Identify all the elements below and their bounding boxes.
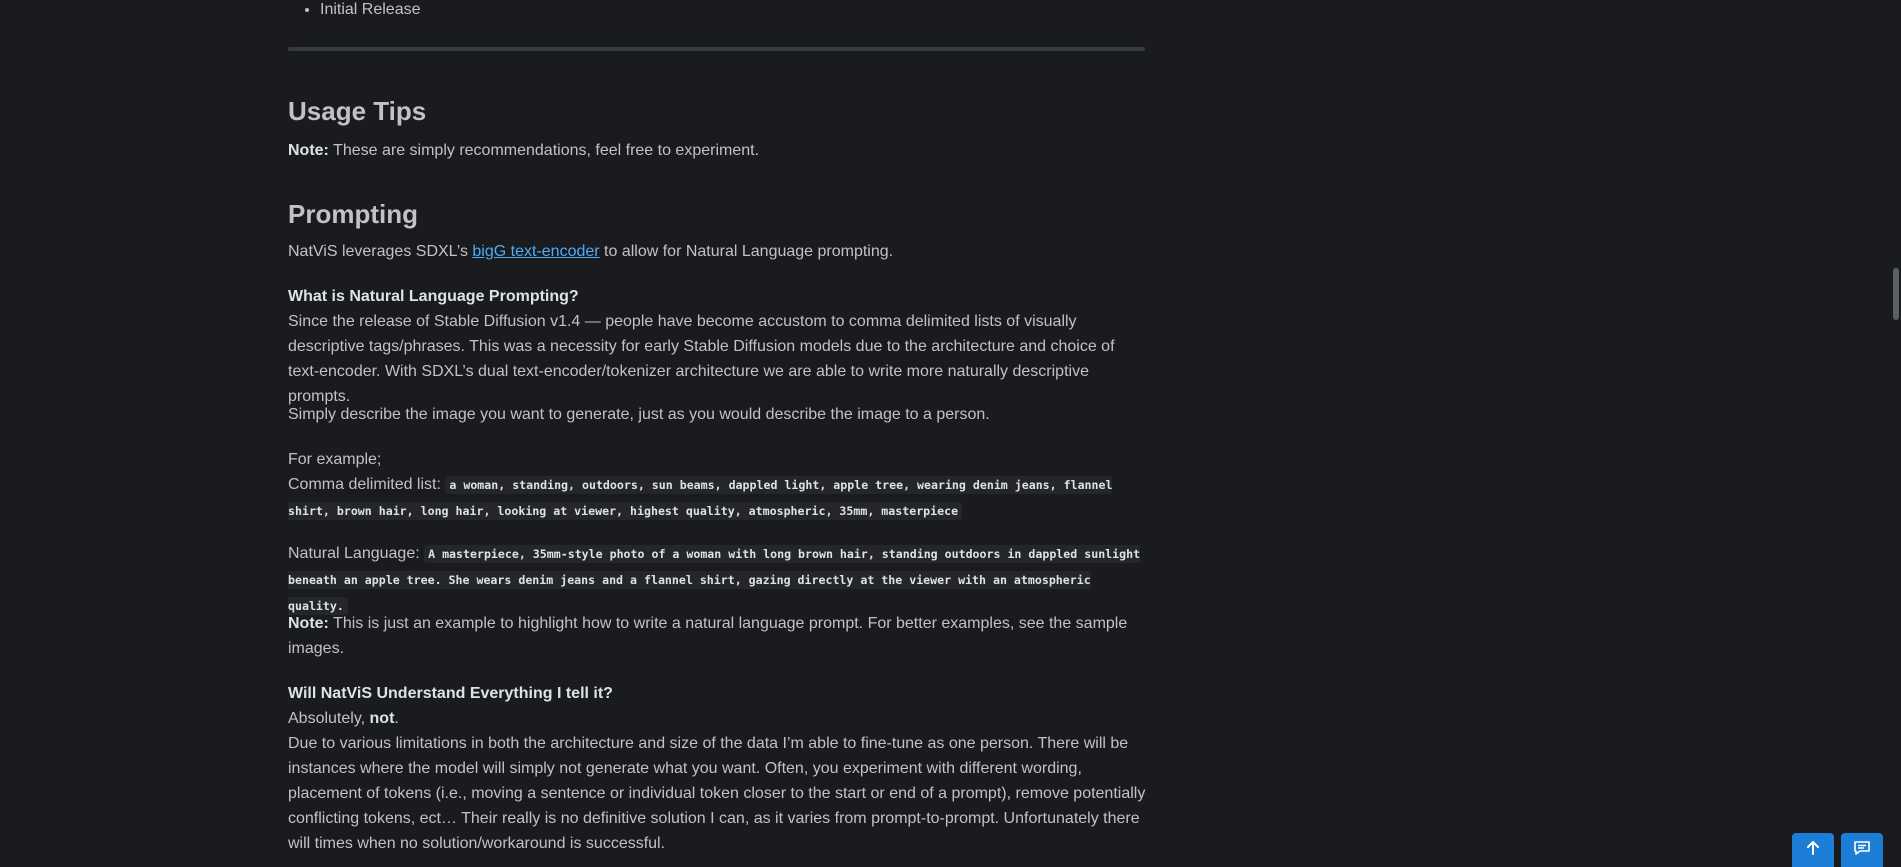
simply-describe-text: Simply describe the image you want to generate, just as you would describe the image to a person. [288, 406, 990, 423]
nl-question: What is Natural Language Prompting? [288, 288, 579, 305]
limitations-text: Due to various limitations in both the architecture and size of the data I’m able to fine-tune as one person. There will be instances where the model will simply not generate what you want. Often, you experiment with different wording, placement of tokens (i.e., moving a sentence or individual token closer to the start or end of a prompt), remove potentially conflicting tokens, ect… Their really is no definitive solution I can, as it varies from prompt-to-prompt. Unfortunately there will times when no solution/workaround is successful. [288, 735, 1146, 852]
comma-code: a woman, standing, outdoors, sun beams, dappled light, apple tree, wearing denim jeans, flannel shirt, brown hair, long hair, looking at viewer, highest quality, atmospheric, 35mm, masterpiece [288, 478, 1113, 518]
arrow-up-icon [1805, 840, 1821, 861]
understand-question: Will NatViS Understand Everything I tell it? [288, 685, 613, 702]
changelog-item: • Initial Release [320, 0, 421, 22]
natural-language-example [288, 541, 1146, 619]
note-label: Note: [288, 615, 329, 632]
feedback-button[interactable] [1841, 833, 1883, 867]
scrollbar-thumb[interactable] [1893, 268, 1899, 320]
note-text: These are simply recommendations, feel free to experiment. [328, 142, 760, 159]
chat-icon [1853, 840, 1871, 861]
divider [288, 47, 1145, 51]
changelog-list [288, 0, 421, 22]
note-label: Note: [288, 142, 329, 159]
prompting-intro [288, 239, 1146, 264]
example-section [288, 447, 1146, 524]
example-note [288, 611, 1146, 661]
bigg-text-encoder-link[interactable]: bigG text-encoder [472, 243, 600, 260]
note-text: This is just an example to highlight how to write a natural language prompt. For better examples, see the sample images. [288, 615, 1128, 657]
natural-code: A masterpiece, 35mm-style photo of a woman with long brown hair, standing outdoors in dappled sunlight beneath an apple tree. She wears denim jeans and a flannel shirt, gazing directly at the viewer with an atmospheric quality. [288, 547, 1141, 613]
usage-tips-note [288, 138, 1146, 163]
natural-label: Natural Language: [288, 545, 425, 562]
prompting-heading: Prompting [288, 199, 418, 229]
comma-label: Comma delimited list: [288, 476, 446, 493]
usage-tips-heading: Usage Tips [288, 96, 427, 126]
absolutely-text: Absolutely, [288, 710, 370, 727]
understand-section [288, 681, 1146, 856]
nl-answer: Since the release of Stable Diffusion v1.4 — people have become accustom to comma delimited lists of visually descriptive tags/phrases. This was a necessity for early Stable Diffusion models due to the architecture and choice of text-encoder. With SDXL’s dual text-encoder/tokenizer architecture we are able to write more naturally descriptive prompts. [288, 313, 1115, 405]
nl-prompting-section [288, 284, 1146, 409]
absolutely-after: . [394, 710, 399, 727]
intro-text-after: to allow for Natural Language prompting. [599, 243, 894, 260]
page-scrollbar[interactable] [1891, 0, 1901, 867]
example-intro: For example; [288, 451, 382, 468]
scroll-to-top-button[interactable] [1792, 833, 1834, 867]
intro-text: NatViS leverages SDXL’s [288, 243, 473, 260]
absolutely-bold: not [369, 710, 395, 727]
